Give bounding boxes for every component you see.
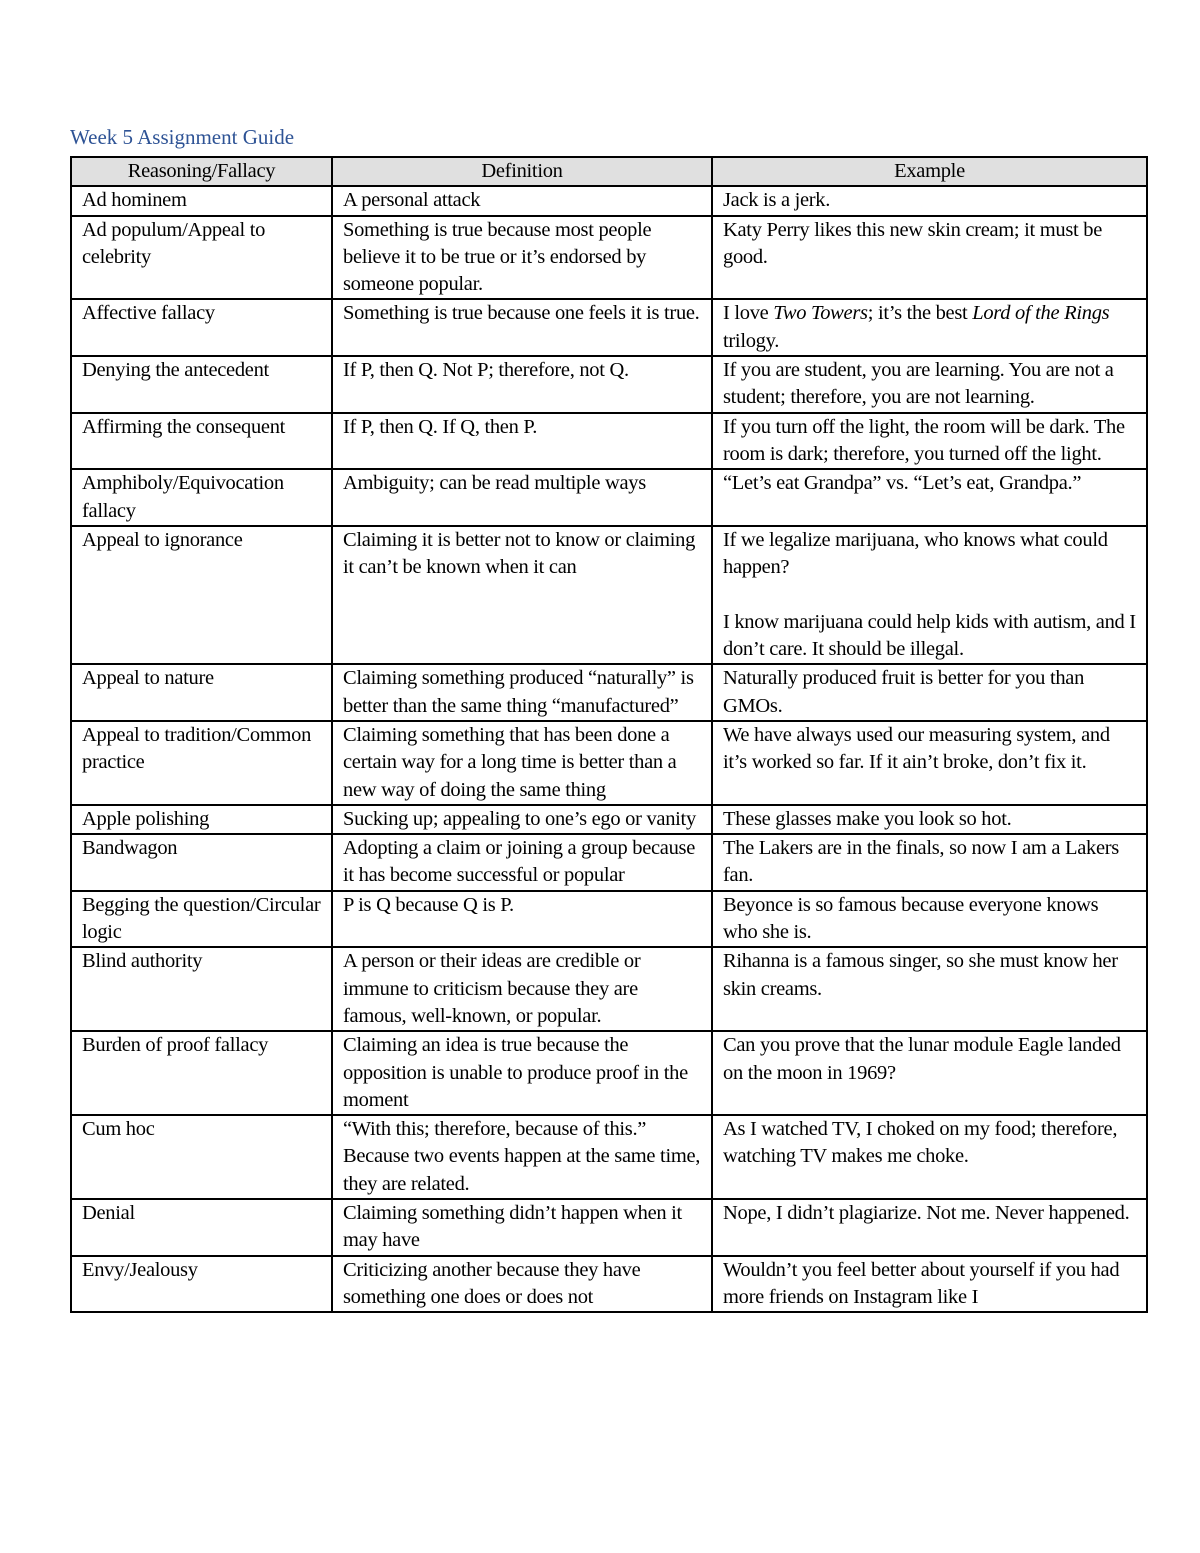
term-cell: Bandwagon [71, 834, 332, 891]
definition-cell: Claiming something that has been done a certain way for a long time is better than a new way of doing the same thing [332, 721, 712, 805]
table-row [71, 664, 1147, 721]
table-row [71, 299, 1147, 356]
definition-cell: Claiming something produced “naturally” is better than the same thing “manufactured” [332, 664, 712, 721]
example-cell: “Let’s eat Grandpa” vs. “Let’s eat, Grandpa.” [712, 469, 1147, 526]
fallacy-table [70, 156, 1148, 1313]
table-body [71, 186, 1147, 1312]
definition-cell: Sucking up; appealing to one’s ego or vanity [332, 805, 712, 834]
term-cell: Apple polishing [71, 805, 332, 834]
example-cell: Beyonce is so famous because everyone knows who she is. [712, 891, 1147, 948]
definition-cell: Claiming an idea is true because the opposition is unable to produce proof in the moment [332, 1031, 712, 1115]
definition-cell: “With this; therefore, because of this.” Because two events happen at the same time, they are related. [332, 1115, 712, 1199]
table-row [71, 413, 1147, 470]
definition-cell: If P, then Q. If Q, then P. [332, 413, 712, 470]
term-cell: Blind authority [71, 947, 332, 1031]
definition-cell: Criticizing another because they have something one does or does not [332, 1256, 712, 1313]
example-cell: Wouldn’t you feel better about yourself if you had more friends on Instagram like I [712, 1256, 1147, 1313]
example-cell: If you turn off the light, the room will be dark. The room is dark; therefore, you turned off the light. [712, 413, 1147, 470]
title-lord-of-the-rings: Lord of the Rings [972, 302, 1110, 325]
example-cell [712, 299, 1147, 356]
table-row [71, 1031, 1147, 1115]
term-cell: Denying the antecedent [71, 356, 332, 413]
definition-cell: Something is true because most people believe it to be true or it’s endorsed by someone popular. [332, 216, 712, 300]
term-cell: Burden of proof fallacy [71, 1031, 332, 1115]
term-cell: Begging the question/Circular logic [71, 891, 332, 948]
example-cell: These glasses make you look so hot. [712, 805, 1147, 834]
page-title: Week 5 Assignment Guide [70, 125, 295, 149]
header-example: Example [712, 157, 1147, 186]
example-cell: Katy Perry likes this new skin cream; it must be good. [712, 216, 1147, 300]
header-reasoning: Reasoning/Fallacy [71, 157, 332, 186]
definition-cell: Ambiguity; can be read multiple ways [332, 469, 712, 526]
term-cell: Envy/Jealousy [71, 1256, 332, 1313]
term-cell: Cum hoc [71, 1115, 332, 1199]
example-cell: We have always used our measuring system, and it’s worked so far. If it ain’t broke, don’t fix it. [712, 721, 1147, 805]
definition-cell: If P, then Q. Not P; therefore, not Q. [332, 356, 712, 413]
definition-cell: Claiming something didn’t happen when it may have [332, 1199, 712, 1256]
term-cell: Denial [71, 1199, 332, 1256]
term-cell: Amphiboly/Equivocation fallacy [71, 469, 332, 526]
example-cell: Naturally produced fruit is better for you than GMOs. [712, 664, 1147, 721]
table-row [71, 1256, 1147, 1313]
table-row [71, 356, 1147, 413]
table-header [71, 157, 1147, 186]
example-line: If we legalize marijuana, who knows what could happen? [723, 528, 1108, 579]
term-cell: Ad hominem [71, 186, 332, 215]
table-row [71, 526, 1147, 664]
term-cell: Appeal to ignorance [71, 526, 332, 664]
example-text: I love [723, 302, 774, 325]
definition-cell: Adopting a claim or joining a group because it has become successful or popular [332, 834, 712, 891]
definition-cell: P is Q because Q is P. [332, 891, 712, 948]
definition-cell: Something is true because one feels it is true. [332, 299, 712, 356]
example-text: ; it’s the best [867, 302, 973, 325]
example-cell: Jack is a jerk. [712, 186, 1147, 215]
example-cell: As I watched TV, I choked on my food; therefore, watching TV makes me choke. [712, 1115, 1147, 1199]
example-cell: Nope, I didn’t plagiarize. Not me. Never happened. [712, 1199, 1147, 1256]
table-row [71, 1115, 1147, 1199]
example-text: trilogy. [723, 329, 780, 352]
definition-cell: Claiming it is better not to know or claiming it can’t be known when it can [332, 526, 712, 664]
term-cell: Affirming the consequent [71, 413, 332, 470]
title-two-towers: Two Towers [773, 302, 868, 325]
table-row [71, 834, 1147, 891]
definition-cell: A personal attack [332, 186, 712, 215]
definition-cell: A person or their ideas are credible or immune to criticism because they are famous, well-known, or popular. [332, 947, 712, 1031]
example-cell: Can you prove that the lunar module Eagle landed on the moon in 1969? [712, 1031, 1147, 1115]
table-row [71, 216, 1147, 300]
term-cell: Appeal to nature [71, 664, 332, 721]
header-definition: Definition [332, 157, 712, 186]
table-row [71, 805, 1147, 834]
example-cell: Rihanna is a famous singer, so she must know her skin creams. [712, 947, 1147, 1031]
example-cell: If you are student, you are learning. You are not a student; therefore, you are not learning. [712, 356, 1147, 413]
example-cell: The Lakers are in the finals, so now I am a Lakers fan. [712, 834, 1147, 891]
term-cell: Ad populum/Appeal to celebrity [71, 216, 332, 300]
table-row [71, 186, 1147, 215]
table-row [71, 891, 1147, 948]
header-row [71, 157, 1147, 186]
table-row [71, 469, 1147, 526]
table-row [71, 947, 1147, 1031]
example-cell [712, 526, 1147, 664]
table-row [71, 1199, 1147, 1256]
table-row [71, 721, 1147, 805]
example-line: I know marijuana could help kids with autism, and I don’t care. It should be illegal. [723, 610, 1136, 661]
term-cell: Appeal to tradition/Common practice [71, 721, 332, 805]
term-cell: Affective fallacy [71, 299, 332, 356]
